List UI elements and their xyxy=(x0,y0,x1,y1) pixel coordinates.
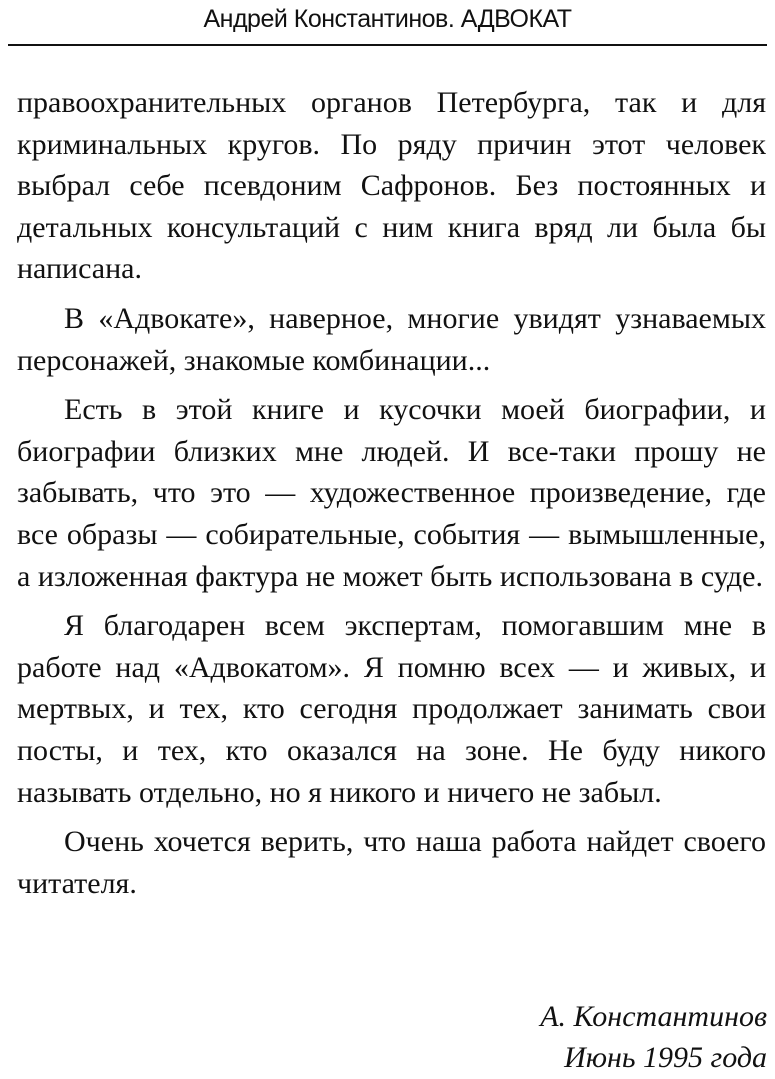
paragraph-5: Очень хочется верить, что наша работа найдет своего читателя. xyxy=(17,825,766,900)
header-rule xyxy=(8,44,767,46)
signature-date: Июнь 1995 года xyxy=(564,1041,767,1074)
signature-block xyxy=(540,996,767,1078)
running-head: Андрей Константинов. АДВОКАТ xyxy=(203,5,572,33)
page-header xyxy=(0,0,775,44)
paragraph-4: Я благодарен всем экспертам, помогавшим мне в работе над «Адвокатом». Я помню всех — и живых, и мертвых, и тех, кто сегодня продолжает занимать свои посты, и тех, кто оказался на зоне. Не буду никого называть отдельно, но я никого и ничего не забыл. xyxy=(17,609,766,809)
paragraph-1: правоохранительных органов Петербурга, так и для криминальных кругов. По ряду причин этот человек выбрал себе псевдоним Сафронов. Без постоянных и детальных консультаций с ним книга вряд ли была бы написана. xyxy=(17,86,766,286)
body-text xyxy=(17,82,766,912)
paragraph-2: В «Адвокате», наверное, многие увидят узнаваемых персонажей, знакомые комбинации... xyxy=(17,301,766,377)
paragraph-3: Есть в этой книге и кусочки моей биографии, и биографии близких мне людей. И все-таки прошу не забывать, что это — художественное произведение, где все образы — собирательные, события — вымышленные, а изложенная фактура не может быть использована в суде. xyxy=(17,393,766,593)
signature-author: А. Константинов xyxy=(540,1000,767,1033)
